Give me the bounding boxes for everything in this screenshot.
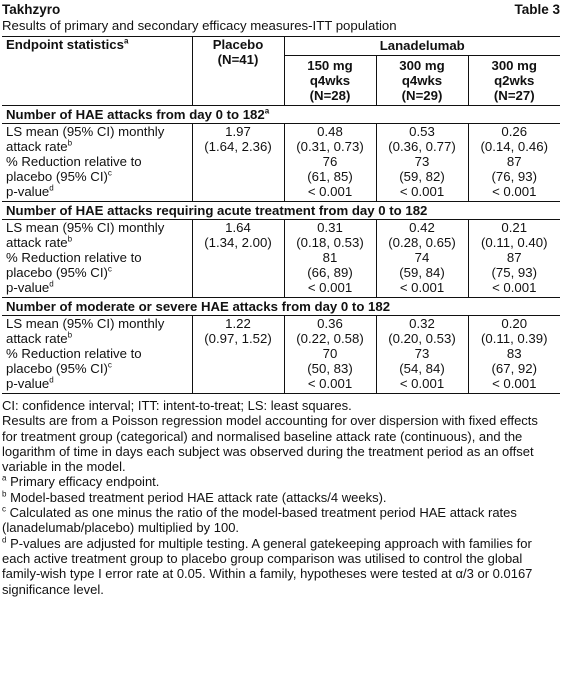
arm-values-2: 0.53 (0.36, 0.77) 73 (59, 82) < 0.001 bbox=[376, 124, 468, 202]
arm-header-3: 300 mg q2wks (N=27) bbox=[468, 56, 560, 106]
footnote-a: $^a$ Primary efficacy endpoint. bbox=[2, 474, 160, 490]
placebo-values: 1.64 (1.34, 2.00) bbox=[192, 220, 284, 298]
section-title: Number of moderate or severe HAE attacks from day 0 to 182 bbox=[2, 298, 560, 316]
section-title: Number of HAE attacks requiring acute treatment from day 0 to 182 bbox=[2, 202, 560, 220]
efficacy-table bbox=[2, 36, 560, 394]
placebo-values: 1.22 (0.97, 1.52) bbox=[192, 316, 284, 394]
document-header bbox=[2, 2, 560, 18]
section-title-row bbox=[2, 202, 560, 220]
section-body-row bbox=[2, 124, 560, 202]
brand-name: Takhzyro bbox=[2, 2, 61, 17]
footnote-b: $^b$ Model-based treatment period HAE attack rate (attacks/4 weeks). bbox=[2, 489, 387, 505]
row-labels: LS mean (95% CI) monthly attack rate$^b$ % Reduction relative to placebo (95% CI)$^c$ p-value$^d$ bbox=[6, 220, 165, 295]
section-title: Number of HAE attacks from day 0 to 182$^a$ bbox=[2, 106, 560, 124]
footnote-c: $^c$ Calculated as one minus the ratio of the model-based treatment period HAE attack rates (lanadelumab/placebo) multiplied by 100. bbox=[2, 504, 517, 536]
arm-values-1: 0.36 (0.22, 0.58) 70 (50, 83) < 0.001 bbox=[284, 316, 376, 394]
arm-values-2: 0.42 (0.28, 0.65) 74 (59, 84) < 0.001 bbox=[376, 220, 468, 298]
arm-values-3: 0.20 (0.11, 0.39) 83 (67, 92) < 0.001 bbox=[468, 316, 560, 394]
placebo-values: 1.97 (1.64, 2.36) bbox=[192, 124, 284, 202]
header-row-1 bbox=[2, 37, 560, 56]
footnote-abbreviations: CI: confidence interval; ITT: intent-to-treat; LS: least squares. bbox=[2, 398, 352, 413]
section-body-row bbox=[2, 316, 560, 394]
table-number: Table 3 bbox=[514, 2, 560, 17]
lanadelumab-header: Lanadelumab bbox=[284, 37, 560, 56]
arm-values-2: 0.32 (0.20, 0.53) 73 (54, 84) < 0.001 bbox=[376, 316, 468, 394]
arm-header-2: 300 mg q4wks (N=29) bbox=[376, 56, 468, 106]
arm-values-1: 0.48 (0.31, 0.73) 76 (61, 85) < 0.001 bbox=[284, 124, 376, 202]
footnote-d: $^d$ P-values are adjusted for multiple testing. A general gatekeeping approach with families for each active treatment group to placebo group comparison was utilised to control the global family-wish type I error rate at 0.05. Within a family, hypotheses were tested at α/3 or 0.0167 significance level. bbox=[2, 535, 533, 597]
section-body-row bbox=[2, 220, 560, 298]
table-subtitle: Results of primary and secondary efficacy measures-ITT population bbox=[2, 18, 397, 33]
footnotes bbox=[2, 398, 560, 597]
arm-values-3: 0.21 (0.11, 0.40) 87 (75, 93) < 0.001 bbox=[468, 220, 560, 298]
arm-values-3: 0.26 (0.14, 0.46) 87 (76, 93) < 0.001 bbox=[468, 124, 560, 202]
footnote-method: Results are from a Poisson regression model accounting for over dispersion with fixed effects for treatment group (categorical) and normalised baseline attack rate (continuous), and the logarithm of time in days each subject was observed during the treatment period as an offset variable in the model. bbox=[2, 413, 538, 475]
section-title-row bbox=[2, 298, 560, 316]
row-labels: LS mean (95% CI) monthly attack rate$^b$ % Reduction relative to placebo (95% CI)$^c$ p-value$^d$ bbox=[6, 124, 165, 199]
endpoint-header: Endpoint statistics$^a$ bbox=[2, 37, 192, 106]
placebo-header: Placebo (N=41) bbox=[192, 37, 284, 106]
arm-header-1: 150 mg q4wks (N=28) bbox=[284, 56, 376, 106]
arm-values-1: 0.31 (0.18, 0.53) 81 (66, 89) < 0.001 bbox=[284, 220, 376, 298]
row-labels: LS mean (95% CI) monthly attack rate$^b$ % Reduction relative to placebo (95% CI)$^c$ p-value$^d$ bbox=[2, 316, 192, 394]
section-title-row bbox=[2, 106, 560, 124]
